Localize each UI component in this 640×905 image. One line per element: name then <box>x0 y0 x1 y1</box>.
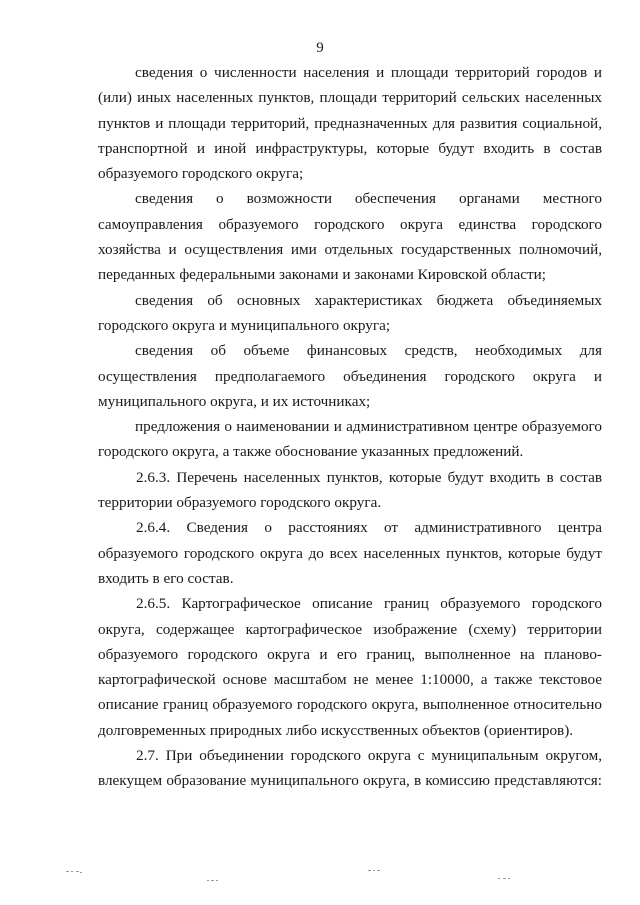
paragraph-self-government-info: сведения о возможности обеспечения органами местного самоуправления образуемого городского округа единства городского хозяйства и осуществления ими отдельных государственных полномочий, переданных федеральными законами и законами Кировской области; <box>98 190 602 284</box>
paragraph-financial-info: сведения об объеме финансовых средств, необходимых для осуществления предполагаемого объединения городского округа и муниципального округа, и их источниках; <box>98 342 602 410</box>
document-body <box>98 60 602 794</box>
paragraph-2-6-3: 2.6.3. Перечень населенных пунктов, которые будут входить в состав территории образуемого городского округа. <box>98 468 602 512</box>
page-number: 9 <box>316 40 324 56</box>
paragraph-2-6-4: 2.6.4. Сведения о расстояниях от административного центра образуемого городского округа до всех населенных пунктов, которые будут входить в его состав. <box>98 519 602 587</box>
paragraph-population-info: сведения о численности населения и площади территорий городов и (или) иных населенных пунктов, площади территорий сельских населенных пунктов и площади территорий, предназначенных для развития социальной, транспортной и иной инфраструктуры, которые будут входить в состав образуемого городского округа; <box>98 64 602 183</box>
scan-specks <box>0 869 640 883</box>
paragraph-2-6-5: 2.6.5. Картографическое описание границ образуемого городского округа, содержащее картографическое изображение (схему) территории образуемого городского округа и его границ, выполненное на планово-картографической основе масштабом не менее 1:10000, а также текстовое описание границ образуемого городского округа, выполненное относительно долговременных природных либо искусственных объектов (ориентиров). <box>98 595 602 739</box>
paragraph-name-proposals: предложения о наименовании и административном центре образуемого городского округа, а также обоснование указанных предложений. <box>98 418 602 461</box>
paragraph-budget-info: сведения об основных характеристиках бюджета объединяемых городского округа и муниципального округа; <box>98 291 602 334</box>
paragraph-2-7: 2.7. При объединении городского округа с муниципальным округом, влекущем образование муниципального округа, в комиссию представляются: <box>98 747 602 790</box>
